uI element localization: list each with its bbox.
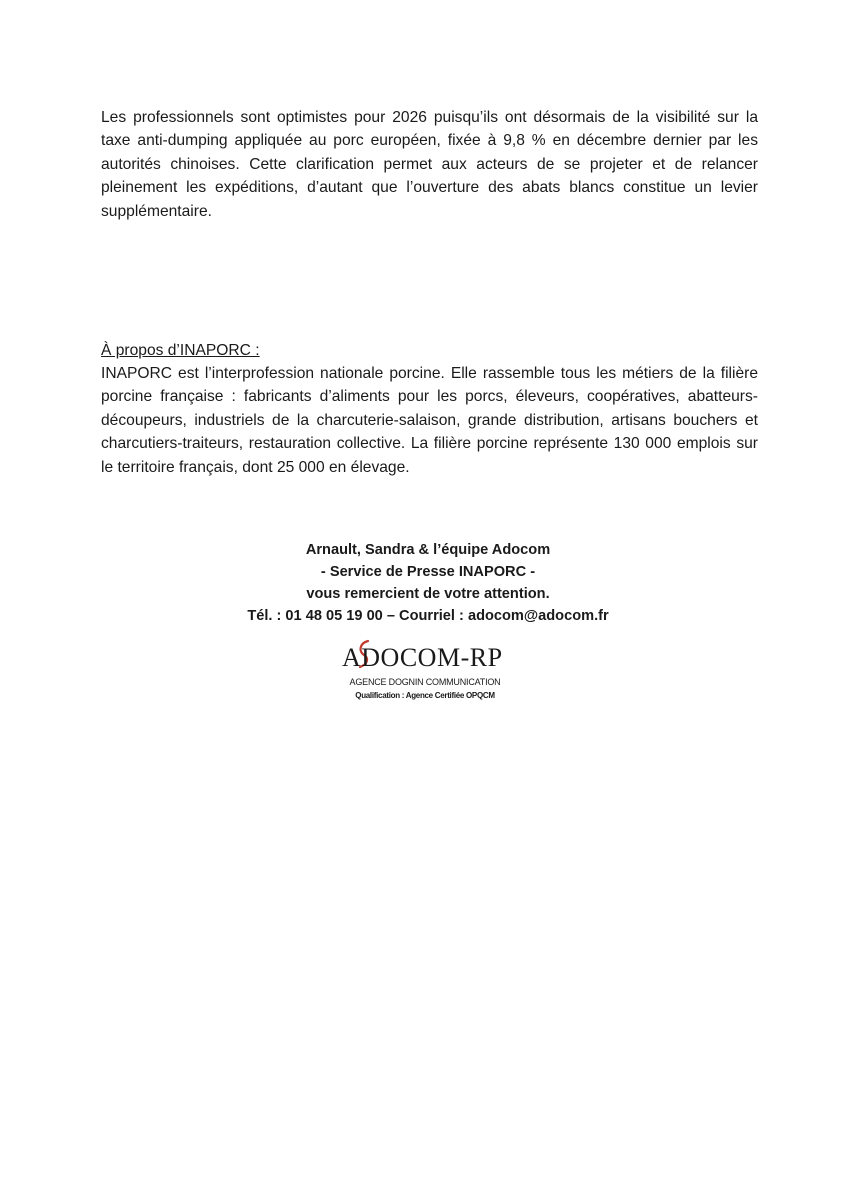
signature-thanks: vous remercient de votre attention.: [306, 586, 550, 602]
intro-paragraph: Les professionnels sont optimistes pour 2026 puisqu’ils ont désormais de la visibilité sur la taxe anti-dumping appliquée au porc européen, fixée à 9,8 % en décembre dernier par les autorités chinoises. Cette clarification permet aux acteurs de se projeter et de relancer pleinement les expéditions, d’autant que l’ouverture des abats blancs constitue un levier supplémentaire.: [101, 109, 758, 220]
logo-tagline: AGENCE DOGNIN COMMUNICATION: [349, 677, 501, 687]
signature-service: - Service de Presse INAPORC -: [320, 564, 536, 580]
about-heading: À propos d’INAPORC :: [101, 342, 260, 359]
adocom-logo: [330, 643, 520, 709]
logo-qualification: Qualification : Agence Certifiée OPQCM: [355, 691, 495, 700]
about-paragraph: INAPORC est l’interprofession nationale porcine. Elle rassemble tous les métiers de la filière porcine française : fabricants d’aliments pour les porcs, éleveurs, coopératives, abatteurs-découpeurs, industriels de la charcuterie-salaison, grande distribution, artisans bouchers et charcutiers-traiteurs, restauration collective. La filière porcine représente 130 000 emplois sur le territoire français, dont 25 000 en élevage.: [101, 365, 758, 476]
signature-block: [0, 539, 856, 627]
signature-names: Arnault, Sandra & l’équipe Adocom: [305, 542, 551, 558]
signature-contact: Tél. : 01 48 05 19 00 – Courriel : adocom@adocom.fr: [247, 608, 609, 624]
logo-wordmark: ADOCOM-RP: [342, 643, 503, 672]
